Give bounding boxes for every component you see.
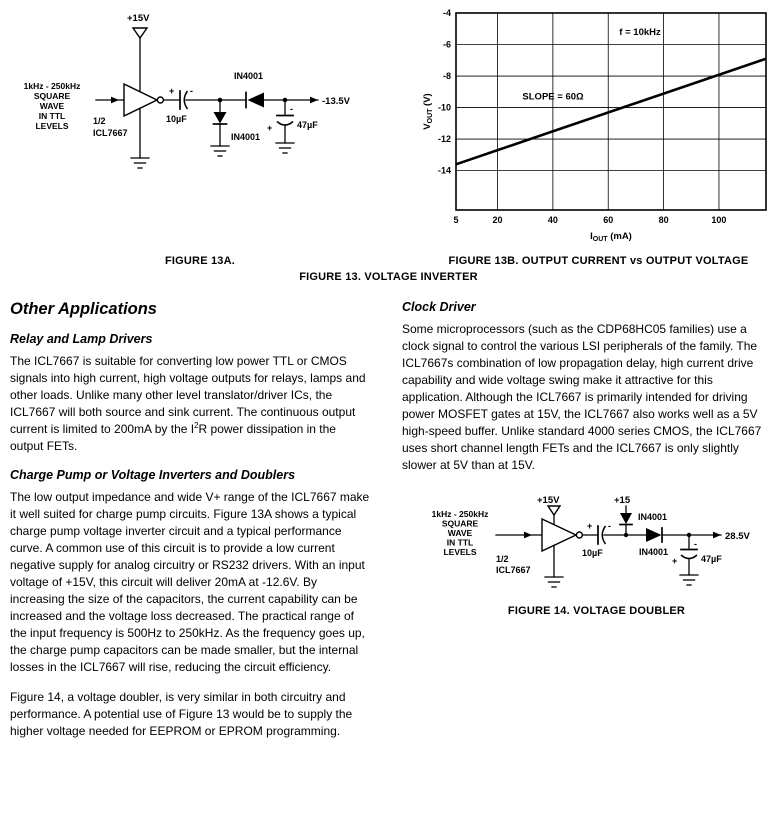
input-signal-label [432, 509, 489, 557]
capacitor-47uf-symbol [681, 550, 697, 559]
cap-plus-mark: + [672, 556, 678, 566]
input-label-line: LEVELS [443, 547, 477, 557]
series-diode-symbol [646, 528, 662, 542]
supply-voltage-label: +15 [614, 495, 631, 506]
x-tick-label: 80 [658, 215, 669, 225]
cap-value-label: 10µF [582, 548, 603, 558]
diode-part-label: IN4001 [639, 547, 669, 557]
charge-pump-paragraph-2: Figure 14, a voltage doubler, is very similar in both circuitry and performance. A potential use of Figure 13 would be to supply the higher voltage needed for EEPROM or EPROM programming. [10, 690, 353, 738]
supply-voltage-label: +15V [127, 13, 150, 24]
input-arrow [111, 97, 119, 104]
cap-value-label: 47µF [297, 120, 318, 130]
diode-part-label: IN4001 [638, 512, 668, 522]
ground-symbol [131, 158, 149, 168]
output-arrow [310, 97, 318, 104]
junction-dot [624, 533, 628, 537]
input-label-line: IN TTL [446, 537, 474, 548]
cap-value-label: 10µF [166, 114, 187, 124]
cap-minus-mark: - [190, 86, 193, 96]
ground-symbol [276, 143, 294, 153]
cap-minus-mark: - [290, 104, 293, 114]
ground-symbol [680, 575, 698, 585]
y-tick-label: -4 [442, 8, 451, 18]
x-tick-label: 100 [711, 215, 727, 225]
shunt-diode-symbol [620, 513, 632, 525]
superscript: 2 [194, 421, 199, 430]
y-tick-label: -8 [442, 71, 451, 82]
supply-symbol [548, 506, 560, 515]
input-signal-label [24, 81, 81, 131]
x-tick-label: 60 [603, 215, 614, 225]
diode-part-label: IN4001 [231, 132, 261, 142]
input-label-line: SQUARE [441, 518, 479, 529]
x-tick-label: 5 [453, 215, 459, 225]
y-tick-label: -6 [442, 39, 451, 50]
diode-part-label: IN4001 [234, 71, 264, 81]
subsection-heading-charge-pump: Charge Pump or Voltage Inverters and Doublers [10, 468, 296, 482]
ground-symbol [211, 146, 229, 156]
y-axis-label: $V_{OUT}$ (V) [422, 93, 434, 130]
y-tick-label: -12 [437, 134, 451, 145]
input-arrow [524, 532, 532, 539]
cap-plus-mark: + [169, 86, 175, 96]
ic-part-label: ICL7667 [496, 565, 531, 575]
x-axis-label: $I_{OUT}$ (mA) [590, 231, 632, 243]
buffer-symbol [542, 519, 582, 551]
cap-minus-mark: - [694, 539, 697, 549]
figure-13a-caption: FIGURE 13A. [164, 255, 236, 267]
shunt-diode-symbol [214, 112, 227, 124]
cap-value-label: 47µF [701, 554, 722, 564]
cap-plus-mark: + [587, 521, 593, 531]
series-line [456, 59, 766, 165]
figure-14-block [424, 493, 769, 617]
clock-driver-paragraph: Some microprocessors (such as the CDP68HC05 families) use a clock signal to control the various LSI peripherals of the family. The ICL7667s combination of low propagation delay, high current drive capability and wide voltage swing make it attractive for this application. Although the ICL7667 is primarily intended for driving power MOSFET gates at 15V, the ICL7667 also works well as a 5V high-speed buffer. Unlike standard 4000 series CMOS, the ICL7667 uses short channel length FETs and the ICL7667 is only slightly slower at 5V than at 15V. [402, 322, 762, 472]
y-tick-label: -14 [437, 165, 451, 176]
figure-13b-chart [420, 4, 777, 244]
supply-symbol [133, 28, 147, 38]
x-tick-label: 20 [492, 215, 503, 225]
input-label-line: WAVE [39, 101, 65, 111]
left-column [10, 300, 372, 740]
charge-pump-paragraph-1: The low output impedance and wide V+ range of the ICL7667 make it well suited for charge pump circuits. Figure 13A shows a typical charge pump voltage inverter circuit and a typical performance curve. A common use of this circuit is to provide a low current negative supply for analog circuitry or RS232 drivers. With an input voltage of +15V, this circuit will deliver 20mA at -12.6V. By increasing the size of the capacitors, the current capability can be increased and the voltage loss decreased. The practical range of the input frequency is 500Hz to 250kHz. As the frequency goes up, the charge pump capacitors can be made smaller, but the internal losses in the ICL7667 will rise, reducing the circuit efficiency. [10, 490, 370, 674]
figure-14-circuit-diagram [424, 493, 769, 593]
figure-13b-caption: FIGURE 13B. OUTPUT CURRENT vs OUTPUT VOLTAGE [448, 255, 749, 267]
ic-part-label: ICL7667 [93, 128, 128, 138]
ic-fraction-label: 1/2 [496, 554, 509, 564]
subsection-heading-clock-driver: Clock Driver [402, 300, 476, 314]
paragraph-text: The ICL7667 is suitable for converting low power TTL or CMOS signals into high current, high voltage outputs for relays, lamps and other loads. Unlike many other level translator/driver ICs, the ICL7667 will both source and sink current. The continuous output current is limited to 200mA by the I [10, 354, 366, 436]
chart-annotation: f = 10kHz [619, 27, 661, 39]
input-label-line: IN TTL [38, 111, 66, 121]
figure-14-caption: FIGURE 14. VOLTAGE DOUBLER [507, 605, 686, 617]
cap-plus-mark: + [267, 123, 273, 133]
input-label-line: 1kHz - 250kHz [23, 81, 81, 91]
output-voltage-label: -13.5V [322, 96, 350, 107]
buffer-symbol [124, 84, 163, 116]
input-label-line: WAVE [447, 528, 473, 538]
subsection-heading-relay: Relay and Lamp Drivers [10, 332, 153, 346]
cap-minus-mark: - [608, 521, 611, 531]
capacitor-47uf-symbol [277, 116, 293, 126]
series-diode-symbol [246, 93, 264, 108]
output-voltage-label: 28.5V [725, 531, 750, 542]
figure-13a-circuit-diagram [0, 0, 400, 190]
paragraph-text: R power dissipation in the output FETs. [10, 422, 336, 453]
relay-paragraph [10, 353, 372, 455]
ic-fraction-label: 1/2 [93, 116, 106, 126]
ground-symbol [545, 577, 563, 587]
chart-annotation: SLOPE = 60Ω [522, 91, 584, 103]
figure-13-caption: FIGURE 13. VOLTAGE INVERTER [299, 271, 478, 283]
input-label-line: SQUARE [33, 91, 71, 101]
supply-voltage-label: +15V [537, 495, 560, 506]
x-tick-label: 40 [547, 215, 558, 225]
section-heading: Other Applications [10, 300, 157, 318]
input-label-line: 1kHz - 250kHz [431, 509, 489, 519]
y-tick-label: -10 [437, 102, 451, 113]
output-arrow [713, 532, 721, 539]
right-column [402, 300, 770, 617]
input-label-line: LEVELS [35, 121, 69, 131]
